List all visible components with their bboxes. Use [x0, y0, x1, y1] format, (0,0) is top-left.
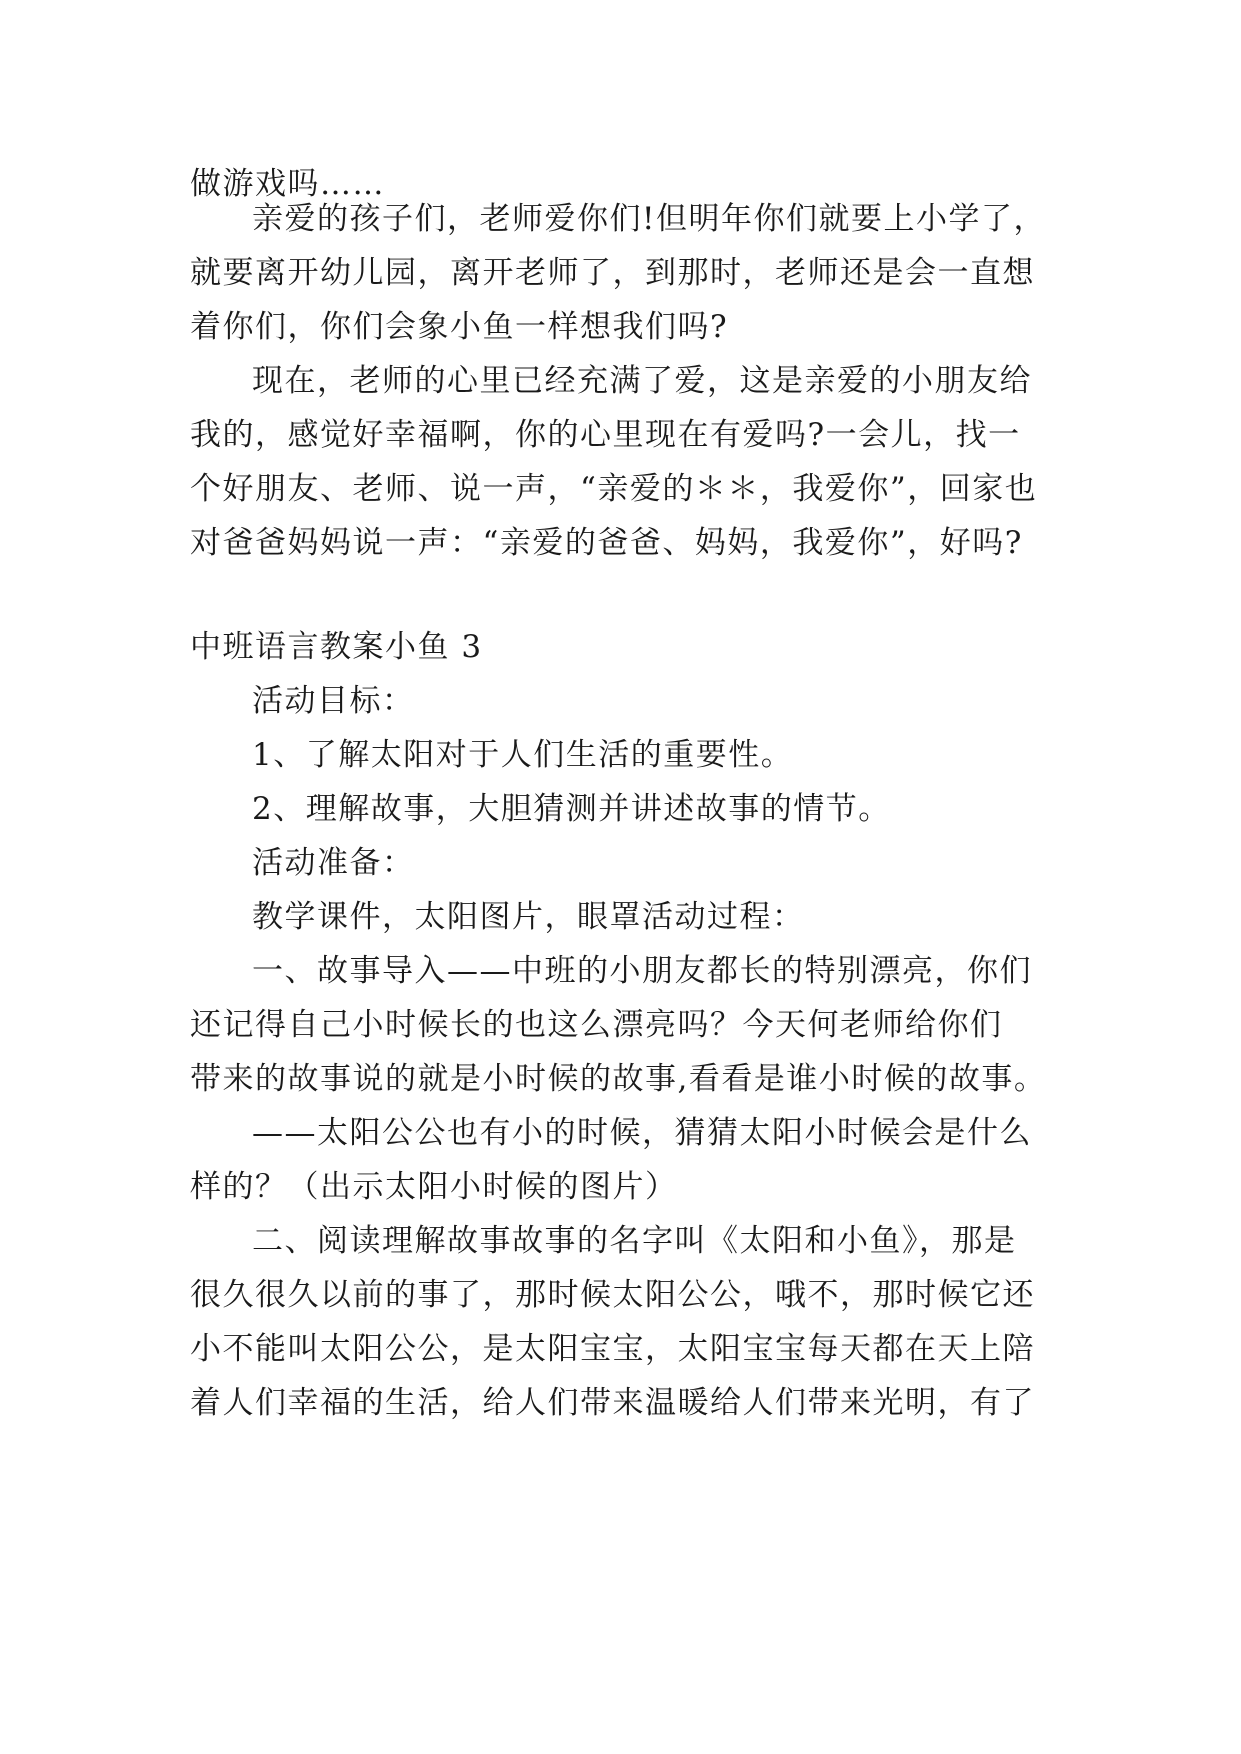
text-line: 2、理解故事，大胆猜测并讲述故事的情节。 — [252, 791, 891, 827]
text-line: 我的，感觉好幸福啊，你的心里现在有爱吗?一会儿，找一 — [190, 417, 1021, 453]
text-line: 一、故事导入——中班的小朋友都长的特别漂亮，你们 — [252, 953, 1032, 989]
text-line: 小不能叫太阳公公，是太阳宝宝，太阳宝宝每天都在天上陪 — [190, 1331, 1035, 1367]
section-heading: 中班语言教案小鱼 3 — [190, 629, 483, 665]
text-line: 带来的故事说的就是小时候的故事,看看是谁小时候的故事。 — [190, 1061, 1047, 1097]
text-line: 现在，老师的心里已经充满了爱，这是亲爱的小朋友给 — [252, 363, 1032, 399]
text-line: 就要离开幼儿园，离开老师了，到那时，老师还是会一直想 — [190, 255, 1035, 291]
text-line: 活动目标： — [252, 683, 415, 719]
text-line: 很久很久以前的事了，那时候太阳公公，哦不，那时候它还 — [190, 1277, 1035, 1313]
text-line: 着你们，你们会象小鱼一样想我们吗? — [190, 309, 729, 345]
text-line: ——太阳公公也有小的时候，猜猜太阳小时候会是什么 — [252, 1115, 1032, 1151]
text-line: 样的？（出示太阳小时候的图片） — [190, 1169, 678, 1205]
text-line: 活动准备： — [252, 845, 415, 881]
text-line: 1、了解太阳对于人们生活的重要性。 — [252, 737, 794, 773]
text-line: 个好朋友、老师、说一声，“亲爱的＊＊，我爱你”，回家也 — [190, 471, 1038, 507]
text-line: 亲爱的孩子们，老师爱你们!但明年你们就要上小学了， — [252, 201, 1046, 237]
text-line: 做游戏吗…… — [190, 166, 385, 202]
text-line: 对爸爸妈妈说一声：“亲爱的爸爸、妈妈，我爱你”，好吗? — [190, 525, 1023, 561]
text-line: 着人们幸福的生活，给人们带来温暖给人们带来光明，有了 — [190, 1385, 1035, 1421]
text-line: 还记得自己小时候长的也这么漂亮吗？今天何老师给你们 — [190, 1007, 1003, 1043]
text-line: 二、阅读理解故事故事的名字叫《太阳和小鱼》，那是 — [252, 1223, 1017, 1259]
text-line: 教学课件，太阳图片，眼罩活动过程： — [252, 899, 805, 935]
